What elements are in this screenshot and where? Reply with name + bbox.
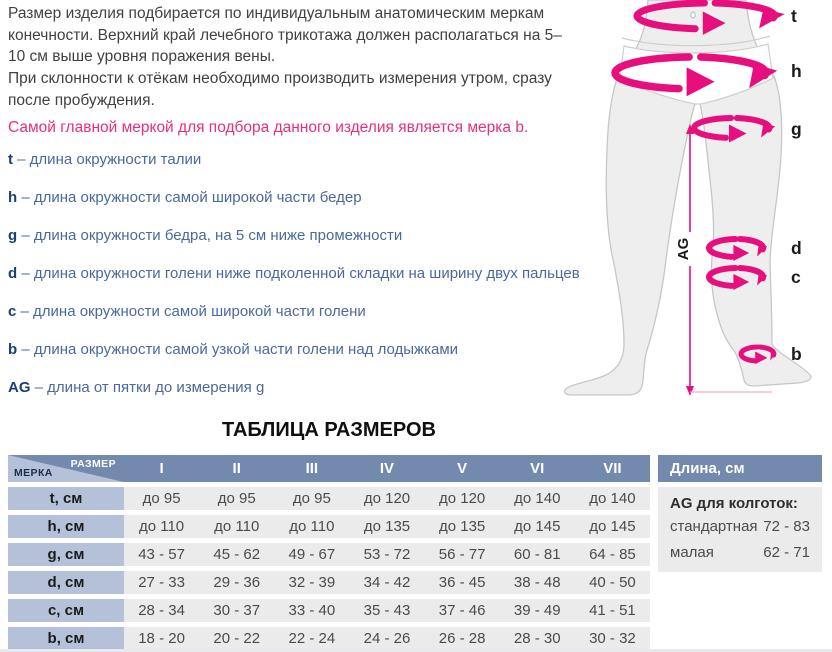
definition-text: – длина окружности самой широкой части бедер	[21, 189, 362, 206]
length-panel-subtitle: AG для колготок:	[670, 495, 798, 512]
value-cell: до 145	[575, 515, 650, 538]
value-cell: до 140	[575, 487, 650, 510]
value-cell: 60 - 81	[500, 543, 575, 566]
length-row-value: 72 - 83	[763, 518, 810, 535]
value-cell: 56 - 77	[425, 543, 500, 566]
value-cell: 37 - 46	[425, 599, 500, 622]
value-cell: 32 - 39	[274, 571, 349, 594]
value-cell: до 110	[199, 515, 274, 538]
column-header: VI	[500, 455, 575, 482]
measure-definitions	[8, 151, 628, 417]
row-label-cell: h, см	[8, 515, 124, 538]
table-header-row	[8, 455, 650, 482]
value-cell: 43 - 57	[124, 543, 199, 566]
value-cell: 30 - 37	[199, 599, 274, 622]
length-row	[670, 540, 810, 566]
value-cell: 64 - 85	[575, 543, 650, 566]
size-table-title: ТАБЛИЦА РАЗМЕРОВ	[222, 419, 436, 441]
value-cell: 29 - 36	[199, 571, 274, 594]
table-row	[8, 599, 650, 622]
value-cell: 33 - 40	[274, 599, 349, 622]
length-row-value: 62 - 71	[763, 544, 810, 561]
value-cell: 26 - 28	[425, 627, 500, 650]
corner-cell	[8, 455, 124, 482]
table-row	[8, 487, 650, 510]
column-header: II	[199, 455, 274, 482]
value-cell: 38 - 48	[500, 571, 575, 594]
intro-paragraph-1: Размер изделия подбирается по индивидуальным анатомическим меркам конечности. Верхний край лечебного трикотажа должен располагаться на 5–10 см выше уровня поражения вены.	[8, 5, 562, 65]
definition-key: b	[8, 341, 18, 358]
label-g: g	[791, 119, 802, 139]
value-cell: до 120	[425, 487, 500, 510]
row-label-cell: t, см	[8, 487, 124, 510]
value-cell: 28 - 34	[124, 599, 199, 622]
body-measurement-diagram	[560, 0, 832, 400]
definition-key: d	[8, 265, 18, 282]
label-c: c	[791, 267, 801, 287]
definition-key: g	[8, 227, 18, 244]
size-table	[8, 455, 650, 652]
navel-mark	[691, 12, 695, 18]
definition-line	[8, 189, 628, 227]
definition-line	[8, 265, 628, 303]
definition-key: t	[8, 151, 13, 168]
column-header: I	[124, 455, 199, 482]
length-row-label: стандартная	[670, 518, 758, 535]
value-cell: 35 - 43	[349, 599, 424, 622]
definition-key: h	[8, 189, 18, 206]
corner-size-label: РАЗМЕР	[70, 458, 116, 470]
row-label-cell: d, см	[8, 571, 124, 594]
table-row	[8, 515, 650, 538]
length-panel	[658, 455, 822, 572]
value-cell: 28 - 30	[500, 627, 575, 650]
value-cell: до 135	[425, 515, 500, 538]
ag-label: AG	[675, 237, 692, 261]
length-row	[670, 514, 810, 540]
column-header: III	[274, 455, 349, 482]
label-d: d	[791, 238, 802, 258]
definition-text: – длина окружности талии	[17, 151, 202, 168]
row-label-cell: g, см	[8, 543, 124, 566]
value-cell: 36 - 45	[425, 571, 500, 594]
definition-key: c	[8, 303, 17, 320]
column-header: VII	[575, 455, 650, 482]
value-cell: 24 - 26	[349, 627, 424, 650]
value-cell: 41 - 51	[575, 599, 650, 622]
value-cell: до 140	[500, 487, 575, 510]
length-panel-body	[658, 487, 822, 572]
value-cell: до 145	[500, 515, 575, 538]
table-row	[8, 627, 650, 650]
definition-text: – длина окружности бедра, на 5 см ниже промежности	[21, 227, 403, 244]
value-cell: до 95	[274, 487, 349, 510]
value-cell: 53 - 72	[349, 543, 424, 566]
value-cell: до 95	[199, 487, 274, 510]
row-label-cell: b, см	[8, 627, 124, 650]
value-cell: до 110	[274, 515, 349, 538]
definition-key: AG	[8, 379, 31, 396]
table-row	[8, 571, 650, 594]
value-cell: 34 - 42	[349, 571, 424, 594]
ag-arrow-down	[686, 386, 694, 396]
corner-measure-label: МЕРКА	[14, 467, 53, 479]
value-cell: 40 - 50	[575, 571, 650, 594]
definition-line	[8, 151, 628, 189]
column-header: IV	[349, 455, 424, 482]
value-cell: 49 - 67	[274, 543, 349, 566]
intro-paragraph-2: При склонности к отёкам необходимо производить измерения утром, сразу после пробуждения.	[8, 70, 552, 109]
label-t: t	[791, 6, 797, 26]
label-h: h	[791, 61, 802, 81]
definition-text: – длина окружности самой широкой части голени	[20, 303, 366, 320]
value-cell: до 120	[349, 487, 424, 510]
value-cell: 22 - 24	[274, 627, 349, 650]
value-cell: до 95	[124, 487, 199, 510]
definition-line	[8, 227, 628, 265]
value-cell: 39 - 49	[500, 599, 575, 622]
value-cell: 18 - 20	[124, 627, 199, 650]
definition-text: – длина окружности голени ниже подколенной складки на ширину двух пальцев	[21, 265, 580, 282]
length-panel-header: Длина, см	[658, 455, 822, 482]
definition-line	[8, 341, 628, 379]
value-cell: 27 - 33	[124, 571, 199, 594]
column-header: V	[425, 455, 500, 482]
value-cell: до 135	[349, 515, 424, 538]
table-row	[8, 543, 650, 566]
value-cell: 45 - 62	[199, 543, 274, 566]
definition-text: – длина от пятки до измерения g	[34, 379, 265, 396]
definition-line	[8, 303, 628, 341]
definition-text: – длина окружности самой узкой части голени над лодыжками	[21, 341, 459, 358]
value-cell: 30 - 32	[575, 627, 650, 650]
key-measure-note: Самой главной меркой для подбора данного изделия является мерка b.	[8, 119, 529, 136]
value-cell: 20 - 22	[199, 627, 274, 650]
row-label-cell: c, см	[8, 599, 124, 622]
value-cell: до 110	[124, 515, 199, 538]
definition-line	[8, 379, 628, 417]
length-row-label: малая	[670, 544, 714, 561]
label-b: b	[791, 344, 802, 364]
